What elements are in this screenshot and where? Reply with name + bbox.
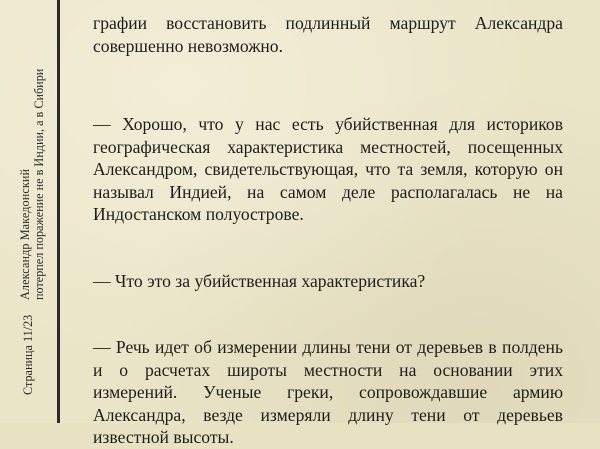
paragraph: — Речь идет об измерении длины тени от деревьев в полдень и о расчетах широты местности на основании этих измерений. Ученые греки, сопровождавшие армию Александра, везде измеряли длину тени от деревьев известной высоты. (93, 337, 563, 447)
sidebar-divider (57, 0, 60, 423)
page-number: Страница 11/23 (21, 314, 35, 395)
book-title: Александр Македонский (18, 168, 32, 300)
sidebar (0, 0, 64, 423)
paragraph: графии восстановить подлинный маршрут Александра совершенно невозможно. (93, 13, 563, 56)
paragraph: — Что это за убийственная характеристика? (93, 270, 426, 291)
book-subtitle: потерпел поражение не в Индии, а в Сибири (32, 68, 46, 300)
paragraph: — Хорошо, что у нас есть убийственная для историков географическая характеристика местностей, посещенных Александром, свидетельствующая, что та земля, которую он называл Индией, на самом деле располагалась не на Индостанском полуострове. (93, 114, 563, 224)
page-content (93, 12, 563, 449)
